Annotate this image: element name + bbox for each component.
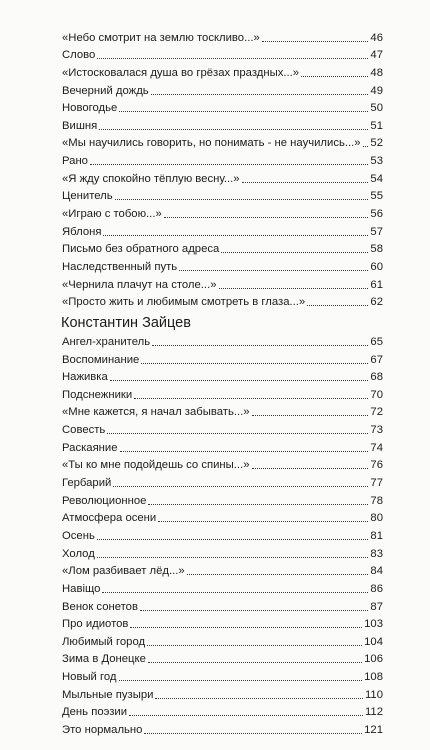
entry-page-number: 108 <box>364 671 383 684</box>
entry-title: Подснежники <box>62 388 133 401</box>
toc-entry <box>62 455 383 473</box>
entry-page-number: 87 <box>370 600 383 613</box>
entry-page-number: 48 <box>370 66 383 79</box>
entry-title: Вечерний дождь <box>62 84 149 97</box>
toc-section <box>62 27 383 309</box>
entry-title: Венок сонетов <box>62 600 138 613</box>
toc-entry <box>62 596 383 614</box>
toc-entry <box>62 98 383 116</box>
entry-page-number: 56 <box>370 208 383 221</box>
dot-leader <box>99 128 368 130</box>
entry-title: Письмо без обратного адреса <box>62 243 220 256</box>
entry-title: «Я жду спокойно тёплую весну...» <box>62 172 240 185</box>
entry-title: «Играю с тобою...» <box>62 208 162 221</box>
entry-title: «Чернила плачут на столе...» <box>62 278 217 291</box>
dot-leader <box>141 362 368 364</box>
entry-title: «Истосковалася душа во грёзах праздных...» <box>62 66 300 79</box>
toc-entry <box>62 490 383 508</box>
entry-page-number: 47 <box>370 49 383 62</box>
entry-page-number: 60 <box>370 260 383 273</box>
toc-entry <box>62 684 383 702</box>
dot-leader <box>103 234 368 236</box>
dot-leader <box>179 269 368 271</box>
table-of-contents <box>62 27 383 737</box>
entry-title: Наследственный путь <box>62 260 178 273</box>
entry-page-number: 54 <box>370 172 383 185</box>
entry-page-number: 81 <box>370 529 383 542</box>
entry-title: Новогодье <box>62 102 118 115</box>
entry-title: Рано <box>62 155 88 168</box>
toc-entry <box>62 331 383 349</box>
dot-leader <box>262 40 369 42</box>
entry-page-number: 57 <box>370 225 383 238</box>
entry-title: «Мне кажется, я начал забывать...» <box>62 406 250 419</box>
toc-entry <box>62 419 383 437</box>
entry-page-number: 67 <box>370 353 383 366</box>
entry-page-number: 72 <box>370 406 383 419</box>
toc-entry <box>62 62 383 80</box>
dot-leader <box>151 93 369 95</box>
toc-entry <box>62 150 383 168</box>
dot-leader <box>155 697 363 699</box>
dot-leader <box>187 573 369 575</box>
toc-entry <box>62 115 383 133</box>
dot-leader <box>152 344 368 346</box>
entry-title: Мыльные пузыри <box>62 688 154 701</box>
dot-leader <box>363 145 369 147</box>
entry-title: Навіщо <box>62 582 101 595</box>
entry-page-number: 83 <box>370 547 383 560</box>
dot-leader <box>148 661 362 663</box>
dot-leader <box>115 198 369 200</box>
entry-title: Яблоня <box>62 225 102 238</box>
toc-entry <box>62 274 383 292</box>
entry-title: «Ты ко мне подойдешь со спины...» <box>62 459 250 472</box>
dot-leader <box>144 732 362 734</box>
dot-leader <box>307 304 368 306</box>
entry-title: Про идиотов <box>62 618 129 631</box>
entry-title: Осень <box>62 529 95 542</box>
toc-entry <box>62 543 383 561</box>
entry-page-number: 104 <box>364 635 383 648</box>
entry-page-number: 76 <box>370 459 383 472</box>
dot-leader <box>221 251 368 253</box>
entry-page-number: 52 <box>370 137 383 150</box>
entry-title: Совесть <box>62 424 106 437</box>
entry-page-number: 51 <box>370 119 383 132</box>
toc-entry <box>62 525 383 543</box>
toc-entry <box>62 561 383 579</box>
entry-title: Холод <box>62 547 95 560</box>
toc-entry <box>62 649 383 667</box>
toc-entry <box>62 239 383 257</box>
entry-page-number: 121 <box>364 723 383 736</box>
toc-entry <box>62 45 383 63</box>
dot-leader <box>119 679 363 681</box>
toc-entry <box>62 27 383 45</box>
toc-entry <box>62 719 383 737</box>
entry-title: «Мы научились говорить, но понимать - не научились...» <box>62 137 361 150</box>
entry-page-number: 80 <box>370 512 383 525</box>
toc-entry <box>62 203 383 221</box>
dot-leader <box>134 397 368 399</box>
toc-entry <box>62 133 383 151</box>
entry-page-number: 112 <box>364 706 383 719</box>
dot-leader <box>90 163 368 165</box>
entry-page-number: 74 <box>370 441 383 454</box>
entry-page-number: 50 <box>370 102 383 115</box>
entry-title: Новый год <box>62 671 117 684</box>
toc-entry <box>62 508 383 526</box>
dot-leader <box>119 110 368 112</box>
dot-leader <box>147 644 362 646</box>
toc-entry <box>62 367 383 385</box>
dot-leader <box>129 714 363 716</box>
entry-title: Вишня <box>62 119 98 132</box>
dot-leader <box>113 485 368 487</box>
entry-page-number: 103 <box>364 618 383 631</box>
entry-page-number: 65 <box>370 335 383 348</box>
entry-page-number: 53 <box>370 155 383 168</box>
dot-leader <box>120 450 369 452</box>
entry-title: Наживка <box>62 371 108 384</box>
entry-title: Атмосфера осени <box>62 512 157 525</box>
dot-leader <box>97 538 369 540</box>
entry-title: Любимый город <box>62 635 146 648</box>
toc-entry <box>62 437 383 455</box>
toc-entry <box>62 292 383 310</box>
dot-leader <box>102 591 368 593</box>
dot-leader <box>148 503 368 505</box>
entry-title: «Лом разбивает лёд...» <box>62 565 185 578</box>
toc-entry <box>62 80 383 98</box>
entry-page-number: 55 <box>370 190 383 203</box>
entry-title: Это нормально <box>62 723 143 736</box>
dot-leader <box>130 626 362 628</box>
dot-leader <box>219 287 369 289</box>
entry-title: Революционное <box>62 494 147 507</box>
entry-page-number: 73 <box>370 424 383 437</box>
dot-leader <box>301 75 368 77</box>
entry-page-number: 110 <box>364 688 383 701</box>
entry-page-number: 62 <box>370 296 383 309</box>
toc-entry <box>62 702 383 720</box>
dot-leader <box>242 181 369 183</box>
entry-title: Раскаяние <box>62 441 118 454</box>
toc-entry <box>62 614 383 632</box>
author-heading: Константин Зайцев <box>61 315 191 332</box>
toc-entry <box>62 186 383 204</box>
dot-leader <box>164 216 369 218</box>
toc-entry <box>62 256 383 274</box>
entry-title: Воспоминание <box>62 353 140 366</box>
toc-entry <box>62 349 383 367</box>
toc-entry <box>62 666 383 684</box>
entry-page-number: 78 <box>370 494 383 507</box>
entry-page-number: 61 <box>370 278 383 291</box>
dot-leader <box>158 520 368 522</box>
entry-page-number: 106 <box>364 653 383 666</box>
entry-page-number: 49 <box>370 84 383 97</box>
toc-entry <box>62 384 383 402</box>
dot-leader <box>252 467 369 469</box>
entry-title: Ангел-хранитель <box>62 335 151 348</box>
entry-title: Зима в Донецке <box>62 653 146 666</box>
toc-entry <box>62 631 383 649</box>
entry-title: Гербарий <box>62 477 112 490</box>
entry-page-number: 70 <box>370 388 383 401</box>
toc-entry <box>62 578 383 596</box>
entry-title: Ценитель <box>62 190 113 203</box>
toc-entry <box>62 168 383 186</box>
entry-page-number: 68 <box>370 371 383 384</box>
dot-leader <box>140 609 368 611</box>
dot-leader <box>110 379 369 381</box>
entry-page-number: 77 <box>370 477 383 490</box>
entry-page-number: 84 <box>370 565 383 578</box>
entry-title: «Просто жить и любимым смотреть в глаза...» <box>62 296 306 309</box>
dot-leader <box>252 414 369 416</box>
toc-entry <box>62 472 383 490</box>
entry-page-number: 86 <box>370 582 383 595</box>
entry-title: «Небо смотрит на землю тоскливо...» <box>62 31 260 44</box>
dot-leader <box>107 432 368 434</box>
toc-entry <box>62 402 383 420</box>
author-section <box>62 312 383 737</box>
entry-page-number: 46 <box>370 31 383 44</box>
toc-entry <box>62 221 383 239</box>
entry-title: День поэзии <box>62 706 128 719</box>
entry-title: Слово <box>62 49 96 62</box>
entry-page-number: 58 <box>370 243 383 256</box>
dot-leader <box>97 57 368 59</box>
dot-leader <box>97 556 369 558</box>
